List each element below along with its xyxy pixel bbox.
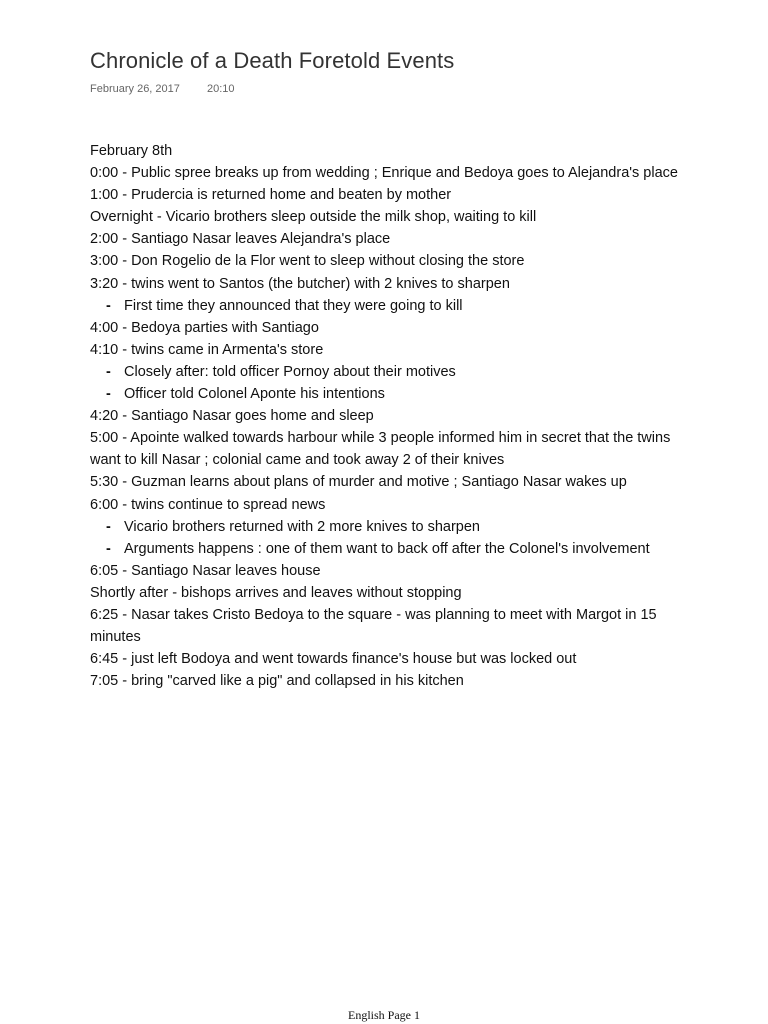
- timeline-entry: 6:05 - Santiago Nasar leaves house: [90, 562, 321, 579]
- bullet-text: First time they announced that they were going to kill: [124, 297, 463, 314]
- timeline-entry: 6:00 - twins continue to spread news: [90, 496, 326, 513]
- timeline-entry: 2:00 - Santiago Nasar leaves Alejandra's place: [90, 231, 391, 248]
- timeline-entry: 6:25 - Nasar takes Cristo Bedoya to the square - was planning to meet with Margot in 15 minutes: [90, 606, 657, 646]
- bullet-item: [90, 538, 680, 560]
- timeline-entry: 6:45 - just left Bodoya and went towards finance's house but was locked out: [90, 651, 577, 668]
- note-time: 20:10: [206, 83, 235, 95]
- dash-bullet-icon: -: [106, 386, 111, 403]
- timeline-entry: Shortly after - bishops arrives and leaves without stopping: [90, 584, 462, 601]
- bullet-item: [90, 295, 680, 317]
- bullet-item: [90, 383, 680, 405]
- note-date: February 26, 2017: [90, 83, 180, 95]
- dash-bullet-icon: -: [106, 297, 111, 314]
- timeline-entry: 4:00 - Bedoya parties with Santiago: [90, 319, 319, 336]
- dash-bullet-icon: -: [106, 518, 111, 535]
- bullet-text: Vicario brothers returned with 2 more knives to sharpen: [124, 518, 480, 535]
- timeline-entry: Overnight - Vicario brothers sleep outside the milk shop, waiting to kill: [90, 209, 537, 226]
- page-title: Chronicle of a Death Foretold Events: [90, 48, 455, 73]
- timeline-entry: 0:00 - Public spree breaks up from wedding ; Enrique and Bedoya goes to Alejandra's place: [90, 165, 678, 182]
- note-body: [90, 140, 680, 692]
- dash-bullet-icon: -: [106, 363, 111, 380]
- dash-bullet-icon: -: [106, 540, 111, 557]
- timeline-entry: 1:00 - Prudercia is returned home and beaten by mother: [90, 187, 452, 204]
- bullet-item: [90, 361, 680, 383]
- bullet-item: [90, 516, 680, 538]
- timeline-entry: 3:20 - twins went to Santos (the butcher) with 2 knives to sharpen: [90, 275, 510, 292]
- bullet-text: Officer told Colonel Aponte his intentions: [124, 386, 385, 403]
- bullet-text: Closely after: told officer Pornoy about their motives: [124, 363, 456, 380]
- timeline-entry: 5:30 - Guzman learns about plans of murder and motive ; Santiago Nasar wakes up: [90, 474, 627, 491]
- bullet-text: Arguments happens : one of them want to back off after the Colonel's involvement: [124, 540, 650, 557]
- timeline-entry: 3:00 - Don Rogelio de la Flor went to sleep without closing the store: [90, 253, 525, 270]
- timeline-entry: 4:20 - Santiago Nasar goes home and sleep: [90, 408, 374, 425]
- note-metadata: [90, 83, 234, 95]
- timeline-entry: 5:00 - Apointe walked towards harbour while 3 people informed him in secret that the twins want to kill Nasar ; colonial came and took away 2 of their knives: [90, 430, 671, 469]
- timeline-entry: 4:10 - twins came in Armenta's store: [90, 341, 324, 358]
- date-heading: February 8th: [90, 143, 173, 159]
- page-footer: English Page 1: [348, 1008, 420, 1022]
- timeline-entry: 7:05 - bring "carved like a pig" and collapsed in his kitchen: [90, 673, 464, 690]
